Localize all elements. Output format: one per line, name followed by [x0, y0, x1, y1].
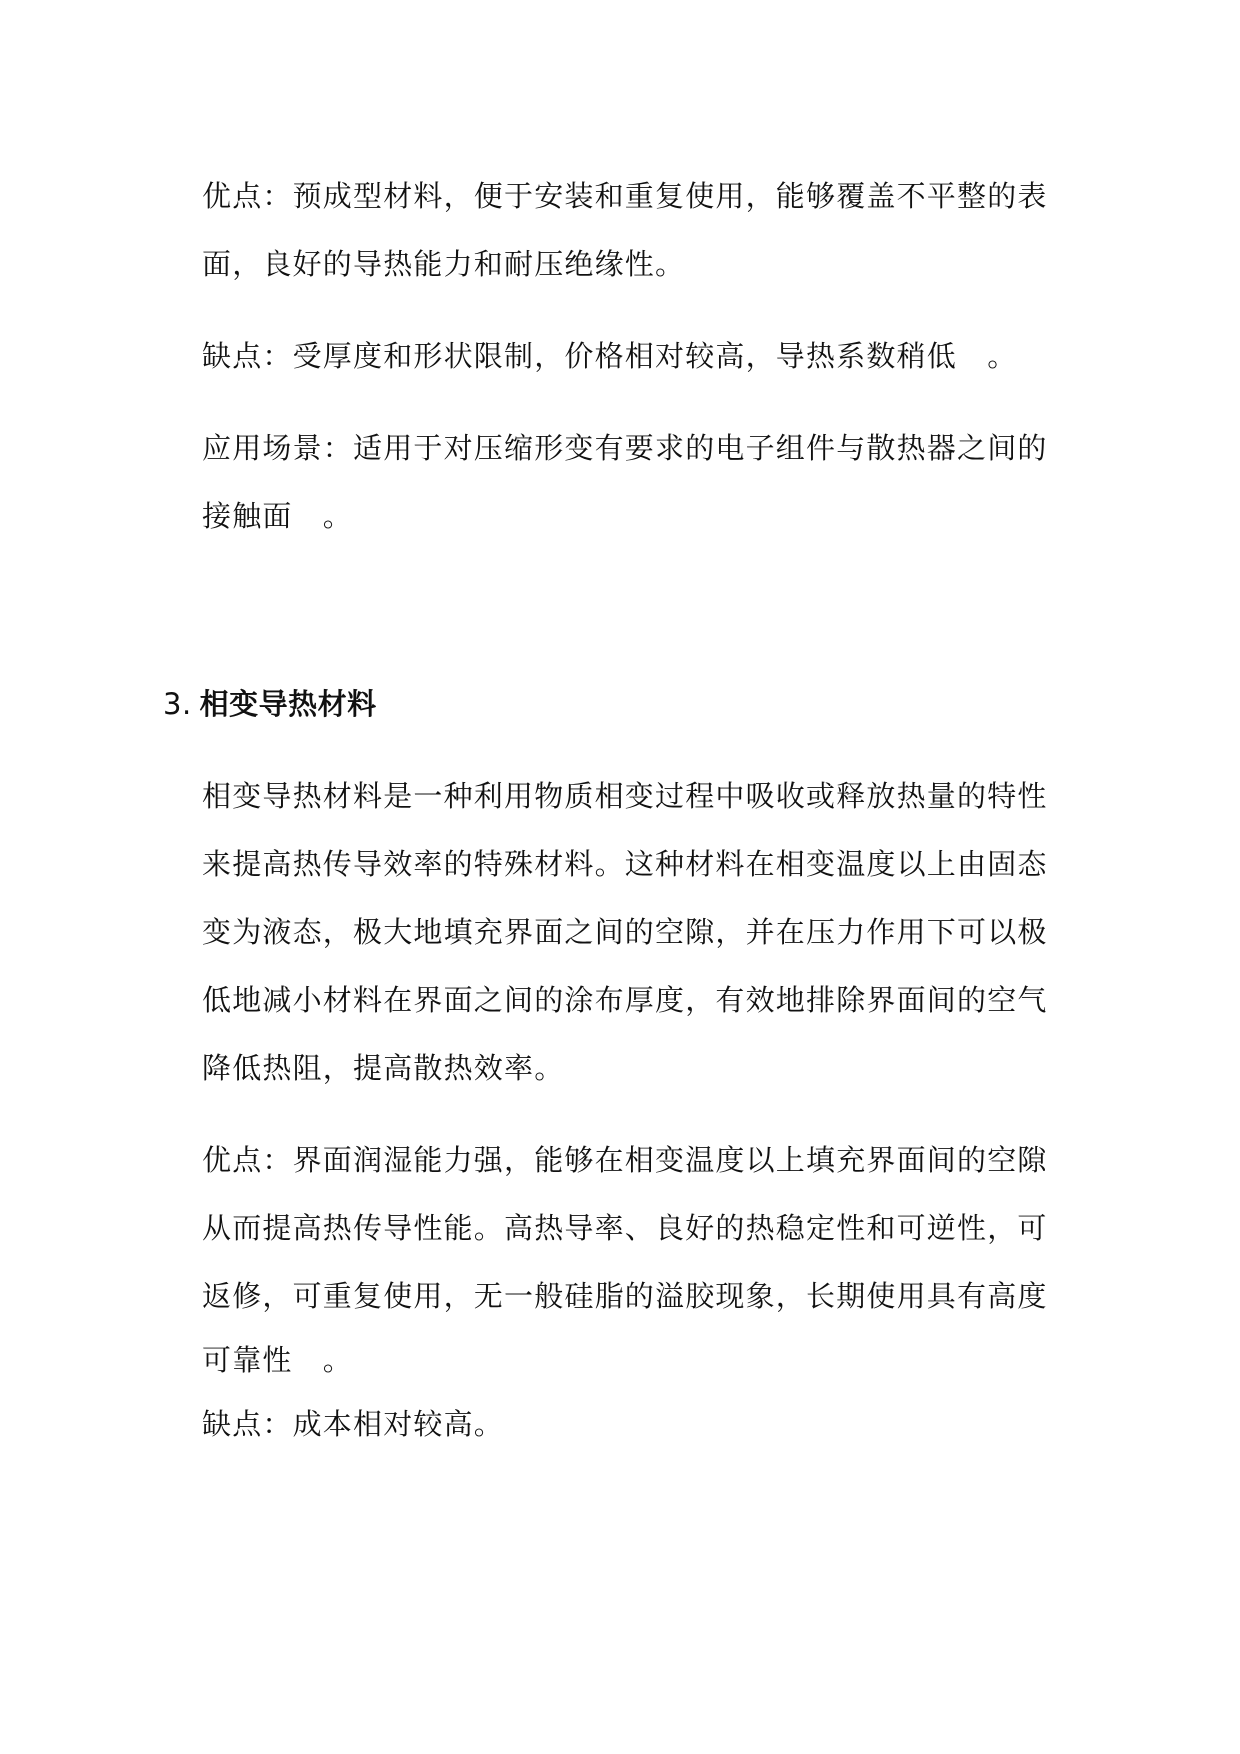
- prev-advantages-line-2: 面，良好的导热能力和耐压绝缘性。: [202, 247, 686, 281]
- advantages-line-4: 可靠性 。: [202, 1343, 354, 1377]
- prev-disadvantages-line-1: 缺点：受厚度和形状限制，价格相对较高，导热系数稍低 。: [202, 339, 1018, 373]
- intro-line-1: 相变导热材料是一种利用物质相变过程中吸收或释放热量的特性: [202, 779, 1048, 813]
- intro-line-4: 低地减小材料在界面之间的涂布厚度，有效地排除界面间的空气: [202, 983, 1048, 1017]
- advantages-line-3: 返修，可重复使用，无一般硅脂的溢胶现象，长期使用具有高度: [202, 1279, 1048, 1313]
- prev-advantages-line-1: 优点：预成型材料，便于安装和重复使用，能够覆盖不平整的表: [202, 179, 1048, 213]
- intro-line-3: 变为液态，极大地填充界面之间的空隙，并在压力作用下可以极: [202, 915, 1048, 949]
- advantages-line-2: 从而提高热传导性能。高热导率、良好的热稳定性和可逆性，可: [202, 1211, 1048, 1245]
- prev-application-line-2: 接触面 。: [202, 499, 354, 533]
- intro-line-5: 降低热阻，提高散热效率。: [202, 1051, 565, 1085]
- advantages-line-1: 优点：界面润湿能力强，能够在相变温度以上填充界面间的空隙: [202, 1143, 1048, 1177]
- section-3-heading: [163, 684, 377, 724]
- section-3-title: 相变导热材料: [199, 687, 377, 721]
- intro-line-2: 来提高热传导效率的特殊材料。这种材料在相变温度以上由固态: [202, 847, 1048, 881]
- section-3-number: 3.: [163, 687, 192, 721]
- prev-application-line-1: 应用场景：适用于对压缩形变有要求的电子组件与散热器之间的: [202, 431, 1048, 465]
- disadvantages-line-1: 缺点：成本相对较高。: [202, 1407, 505, 1441]
